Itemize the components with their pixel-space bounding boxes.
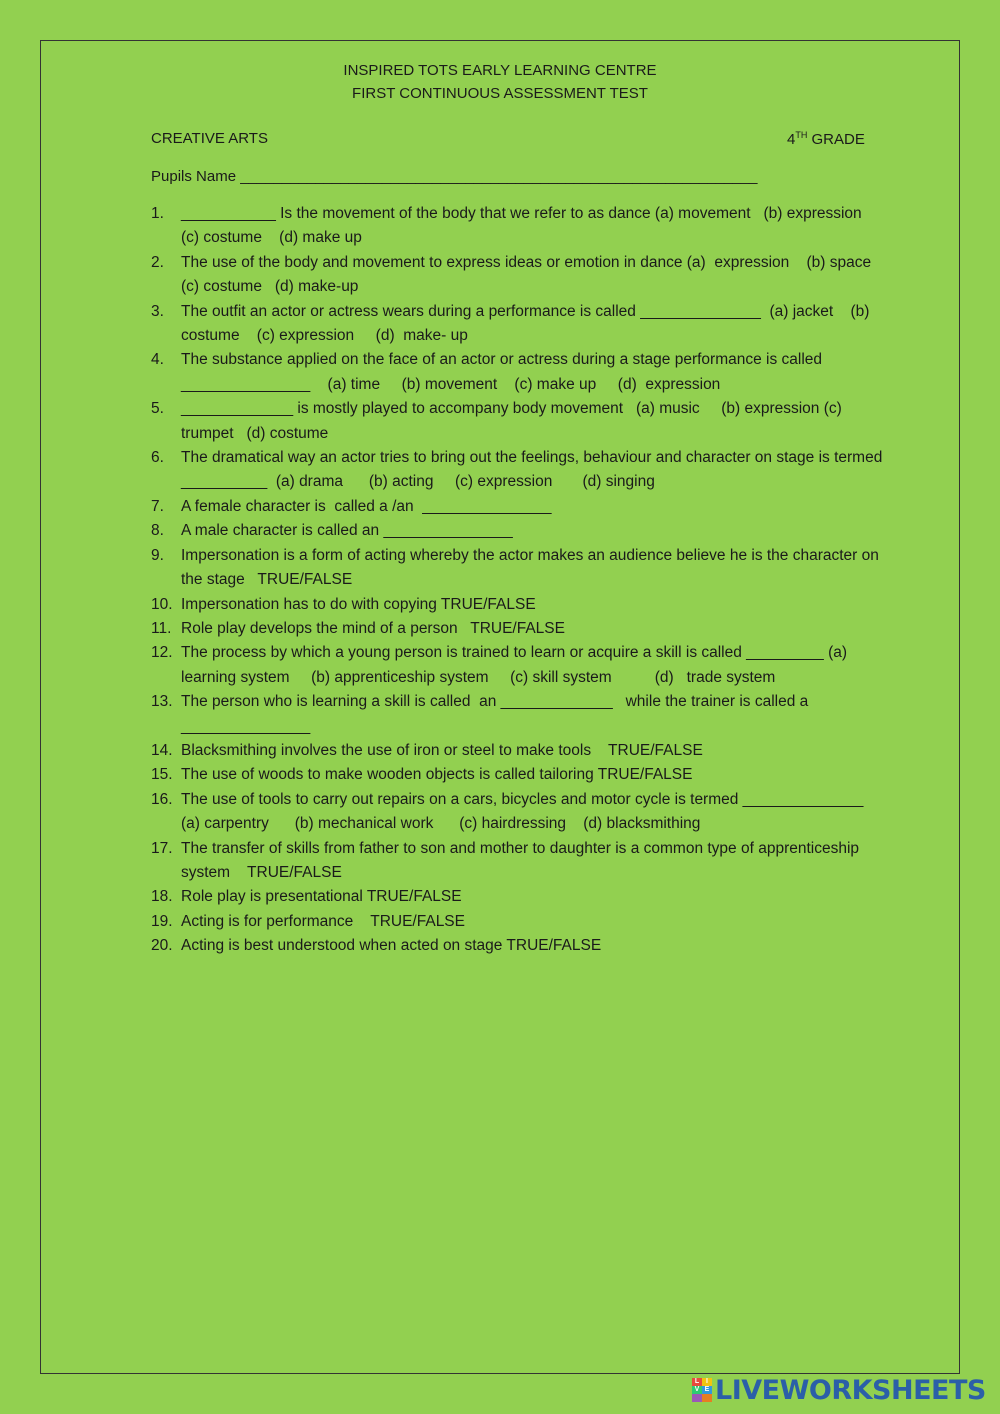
subject-label: CREATIVE ARTS — [151, 130, 268, 147]
question-number: 19. — [151, 912, 173, 930]
pupil-name-label: Pupils Name — [151, 168, 237, 185]
question-item — [151, 446, 886, 495]
logo-icon-tile: V — [692, 1386, 702, 1394]
question-item — [151, 641, 886, 690]
question-item — [151, 202, 886, 251]
grade-label — [787, 130, 865, 148]
question-number: 20. — [151, 937, 173, 955]
question-item — [151, 739, 886, 763]
question-number: 2. — [151, 253, 164, 271]
question-text: _____________ is mostly played to accompany body movement (a) music (b) expression (c) trumpet (d) costume — [181, 400, 847, 442]
question-number: 7. — [151, 497, 164, 515]
grade-word: GRADE — [807, 131, 865, 148]
question-text: ___________ Is the movement of the body that we refer to as dance (a) movement (b) expression (c) costume (d) make up — [181, 205, 875, 247]
question-number: 8. — [151, 522, 164, 540]
question-number: 15. — [151, 766, 173, 784]
question-item — [151, 251, 886, 300]
question-list — [151, 202, 886, 959]
logo-icon-tile: E — [702, 1386, 712, 1394]
question-text: The person who is learning a skill is called an _____________ while the trainer is called a _______________ — [181, 693, 813, 735]
question-item — [151, 348, 886, 397]
question-item — [151, 763, 886, 787]
question-number: 14. — [151, 741, 173, 759]
logo-icon-tile: I — [702, 1378, 712, 1386]
grade-number: 4 — [787, 131, 796, 148]
question-item — [151, 910, 886, 934]
grade-superscript: TH — [795, 130, 808, 140]
question-number: 16. — [151, 790, 173, 808]
pupil-name-row — [151, 168, 757, 185]
question-text: Impersonation has to do with copying TRUE/FALSE — [181, 595, 536, 613]
question-number: 17. — [151, 839, 173, 857]
liveworksheets-icon — [692, 1378, 712, 1402]
question-text: A male character is called an _______________ — [181, 522, 513, 540]
question-text: The transfer of skills from father to son and mother to daughter is a common type of apprenticeship system TRUE/FALSE — [181, 839, 864, 881]
question-number: 1. — [151, 205, 164, 222]
question-text: The dramatical way an actor tries to bring out the feelings, behaviour and character on stage is termed __________ (a) drama (b) acting (c) expression (d) singing — [181, 449, 887, 491]
question-text: The outfit an actor or actress wears during a performance is called ______________ (a) jacket (b) costume (c) expression (d) make- up — [181, 302, 874, 345]
question-item — [151, 788, 886, 837]
question-item — [151, 934, 886, 958]
question-text: Role play is presentational TRUE/FALSE — [181, 888, 462, 906]
question-item — [151, 617, 886, 641]
question-text: Role play develops the mind of a person TRUE/FALSE — [181, 619, 565, 637]
question-item — [151, 544, 886, 593]
logo-icon-tile — [692, 1394, 702, 1402]
question-item — [151, 495, 886, 519]
question-item — [151, 519, 886, 543]
question-text: The use of woods to make wooden objects is called tailoring TRUE/FALSE — [181, 766, 693, 784]
test-title: FIRST CONTINUOUS ASSESSMENT TEST — [352, 85, 648, 102]
question-text: The use of tools to carry out repairs on a cars, bicycles and motor cycle is termed ______________ (a) carpentry (b) mechanical work (c) hairdressing (d) blacksmithing — [181, 790, 872, 833]
question-item — [151, 300, 886, 349]
question-item — [151, 397, 886, 446]
question-number: 18. — [151, 888, 173, 906]
question-number: 13. — [151, 693, 173, 711]
question-item — [151, 885, 886, 909]
logo-icon-tile: L — [692, 1378, 702, 1386]
question-text: A female character is called a /an _______________ — [181, 497, 552, 515]
question-number: 6. — [151, 449, 164, 467]
question-text: The process by which a young person is trained to learn or acquire a skill is called _________ (a) learning system (b) apprenticeship system (c) skill system (d) trade system — [181, 644, 852, 686]
question-number: 5. — [151, 400, 164, 418]
question-number: 3. — [151, 302, 164, 320]
question-number: 12. — [151, 644, 173, 662]
question-text: Impersonation is a form of acting whereby the actor makes an audience believe he is the character on the stage TRUE/FALSE — [181, 546, 884, 589]
logo-icon-tile — [702, 1394, 712, 1402]
question-text: Acting is best understood when acted on stage TRUE/FALSE — [181, 937, 602, 955]
question-text: The substance applied on the face of an actor or actress during a stage performance is called _______________ (a) time (b) movement (c) make up (d) expression — [181, 351, 827, 393]
question-text: Acting is for performance TRUE/FALSE — [181, 912, 465, 930]
question-text: Blacksmithing involves the use of iron or steel to make tools TRUE/FALSE — [181, 741, 703, 759]
liveworksheets-logo — [692, 1376, 986, 1404]
liveworksheets-wordmark: LIVEWORKSHEETS — [715, 1374, 986, 1406]
question-number: 9. — [151, 546, 164, 564]
question-item — [151, 837, 886, 886]
question-item — [151, 690, 886, 739]
question-number: 4. — [151, 351, 164, 369]
pupil-name-blank[interactable]: ______________________________________________________________ — [240, 168, 758, 185]
question-number: 10. — [151, 595, 173, 613]
question-text: The use of the body and movement to express ideas or emotion in dance (a) expression (b) space (c) costume (d) make-up — [181, 253, 885, 296]
question-item — [151, 593, 886, 617]
question-number: 11. — [151, 619, 172, 637]
school-name: INSPIRED TOTS EARLY LEARNING CENTRE — [343, 62, 657, 79]
